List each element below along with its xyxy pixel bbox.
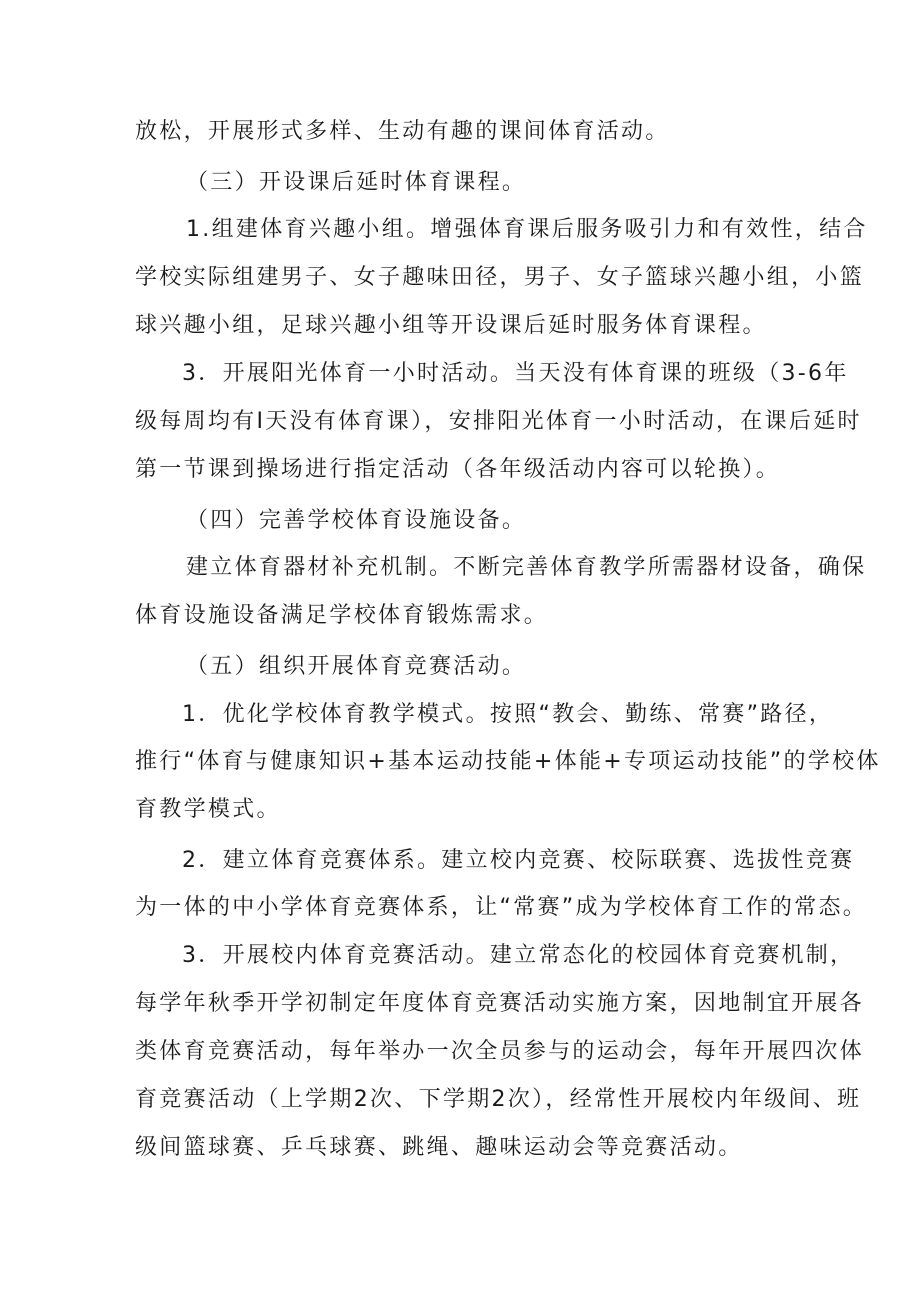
text-line: 每学年秋季开学初制定年度体育竞赛活动实施方案，因地制宜开展各 bbox=[135, 991, 865, 1016]
text-line: 球兴趣小组，足球兴趣小组等开设课后延时服务体育课程。 bbox=[135, 313, 767, 338]
text-line: 类体育竞赛活动，每年举办一次全员参与的运动会，每年开展四次体 bbox=[135, 1039, 865, 1064]
section-heading: （三）开设课后延时体育课程。 bbox=[186, 170, 527, 195]
section-heading: （五）组织开展体育竞赛活动。 bbox=[186, 654, 527, 679]
text-line: 级每周均有I天没有体育课），安排阳光体育一小时活动，在课后延时 bbox=[135, 409, 862, 434]
text-line: 学校实际组建男子、女子趣味田径，男子、女子篮球兴趣小组，小篮 bbox=[135, 265, 865, 290]
section-heading: （四）完善学校体育设施设备。 bbox=[186, 508, 527, 533]
text-line: 建立体育器材补充机制。不断完善体育教学所需器材设备，确保 bbox=[186, 555, 867, 580]
text-line: 为一体的中小学体育竞赛体系，让“常赛”成为学校体育工作的常态。 bbox=[135, 895, 868, 920]
text-line: 1.组建体育兴趣小组。增强体育课后服务吸引力和有效性，结合 bbox=[186, 217, 868, 242]
text-line: 级间篮球赛、乒乓球赛、跳绳、趣味运动会等竞赛活动。 bbox=[135, 1135, 743, 1160]
text-line: 第一节课到操场进行指定活动（各年级活动内容可以轮换）。 bbox=[135, 457, 781, 482]
text-line: 3．开展校内体育竞赛活动。建立常态化的校园体育竞赛机制， bbox=[182, 943, 855, 968]
text-line: 3．开展阳光体育一小时活动。当天没有体育课的班级（3-6年 bbox=[182, 361, 849, 386]
text-line: 放松，开展形式多样、生动有趣的课间体育活动。 bbox=[135, 119, 670, 144]
text-line: 育竞赛活动（上学期2次、下学期2次），经常性开展校内年级间、班 bbox=[135, 1087, 862, 1112]
text-line: 推行“体育与健康知识+基本运动技能+体能+专项运动技能”的学校体 bbox=[135, 749, 881, 774]
text-line: 2．建立体育竞赛体系。建立校内竞赛、校际联赛、选拔性竞赛 bbox=[182, 848, 855, 873]
text-line: 体育设施设备满足学校体育锻炼需求。 bbox=[135, 603, 549, 628]
text-line: 育教学模式。 bbox=[135, 797, 281, 822]
text-line: 1．优化学校体育教学模式。按照“教会、勤练、常赛”路径， bbox=[182, 702, 834, 727]
